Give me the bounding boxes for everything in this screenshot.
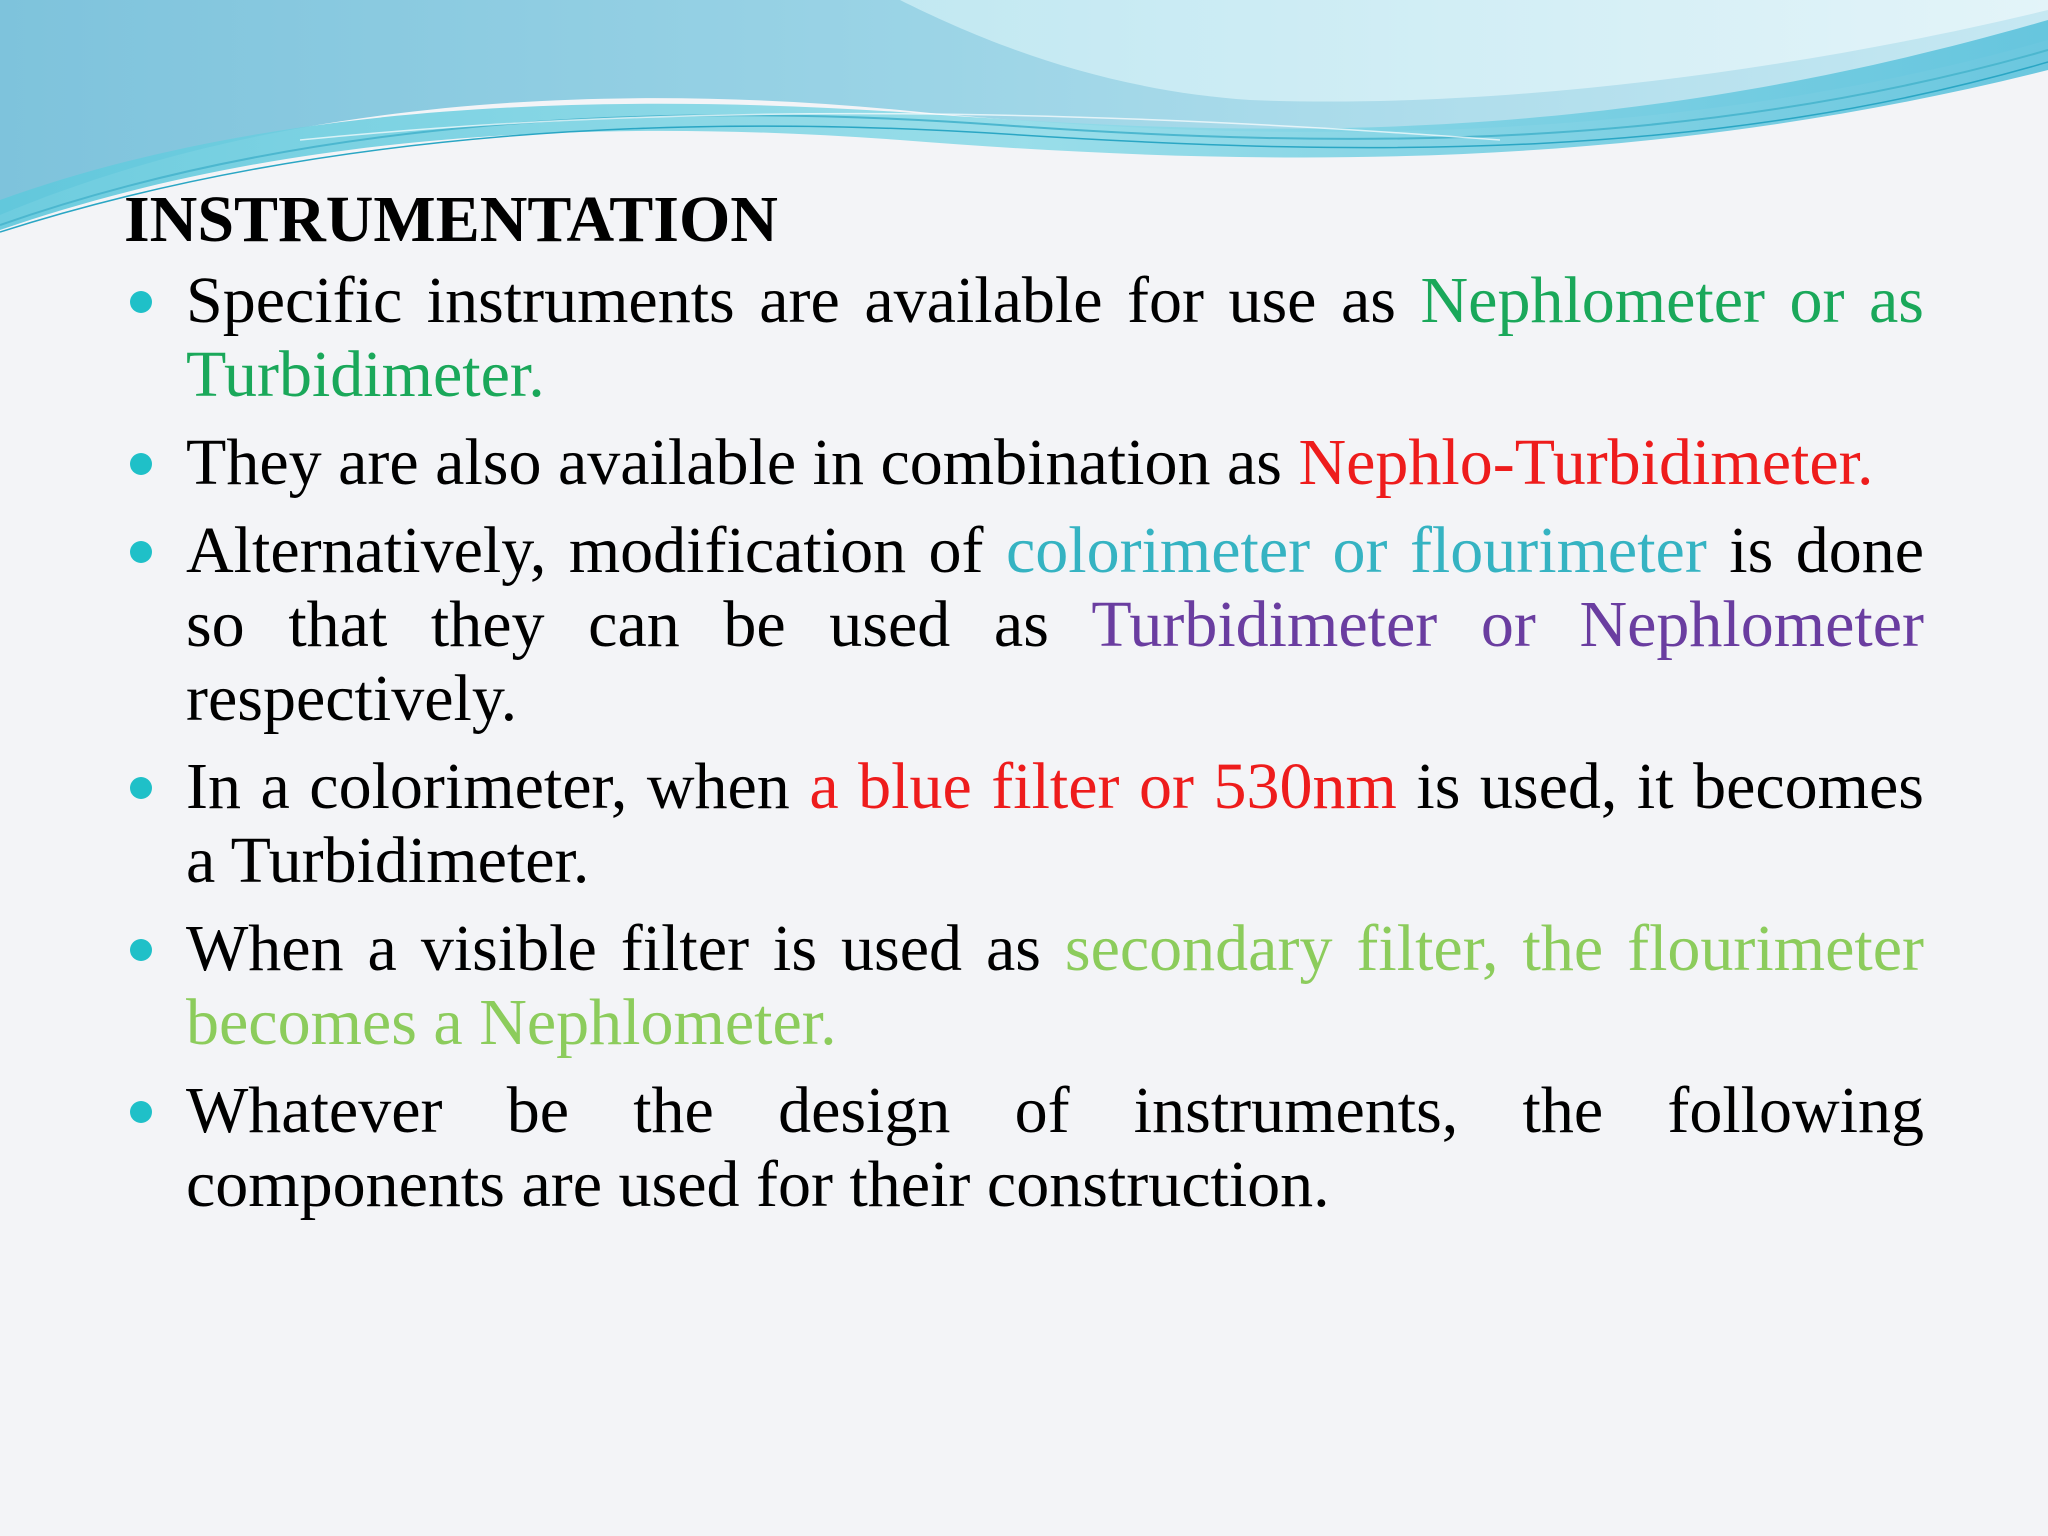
bullet-text-segment: respectively.	[186, 662, 518, 735]
bullet-list	[124, 264, 1924, 1222]
bullet-text-segment: Nephlo-Turbidimeter.	[1298, 426, 1874, 499]
bullet-text-segment: is done so that they can be used as	[186, 514, 1924, 661]
bullet-text-segment: Nephlometer or as Turbidimeter.	[186, 264, 1924, 411]
bullet-text-segment: a blue filter or 530nm	[809, 750, 1397, 823]
bullet-item	[124, 1074, 1924, 1222]
bullet-text-segment: Whatever be the design of instruments, the following components are used for their construction.	[186, 1074, 1924, 1221]
bullet-text-segment: Alternatively, modification of	[186, 514, 1006, 587]
bullet-dot-icon	[130, 291, 152, 313]
bullet-item	[124, 426, 1924, 500]
bullet-item	[124, 912, 1924, 1060]
bullet-text-segment: In a colorimeter, when	[186, 750, 810, 823]
bullet-text-segment: When a visible filter is used as	[186, 912, 1065, 985]
bullet-item	[124, 264, 1924, 412]
bullet-text-segment: colorimeter or flourimeter	[1005, 514, 1707, 587]
bullet-text-segment: Specific instruments are available for use as	[186, 264, 1421, 337]
bullet-dot-icon	[130, 1101, 152, 1123]
slide-content	[124, 178, 1924, 1236]
bullet-dot-icon	[130, 939, 152, 961]
bullet-dot-icon	[130, 453, 152, 475]
slide-title: INSTRUMENTATION	[124, 183, 778, 256]
bullet-dot-icon	[130, 777, 152, 799]
bullet-text-segment: is used, it becomes a Turbidimeter.	[186, 750, 1924, 897]
bullet-text-segment: Turbidimeter or Nephlometer	[1091, 588, 1925, 661]
bullet-text-segment: secondary filter, the flourimeter becomes a Nephlometer.	[186, 912, 1924, 1059]
bullet-text-segment: They are also available in combination as	[186, 426, 1299, 499]
bullet-item	[124, 514, 1924, 736]
bullet-item	[124, 750, 1924, 898]
bullet-dot-icon	[130, 541, 152, 563]
